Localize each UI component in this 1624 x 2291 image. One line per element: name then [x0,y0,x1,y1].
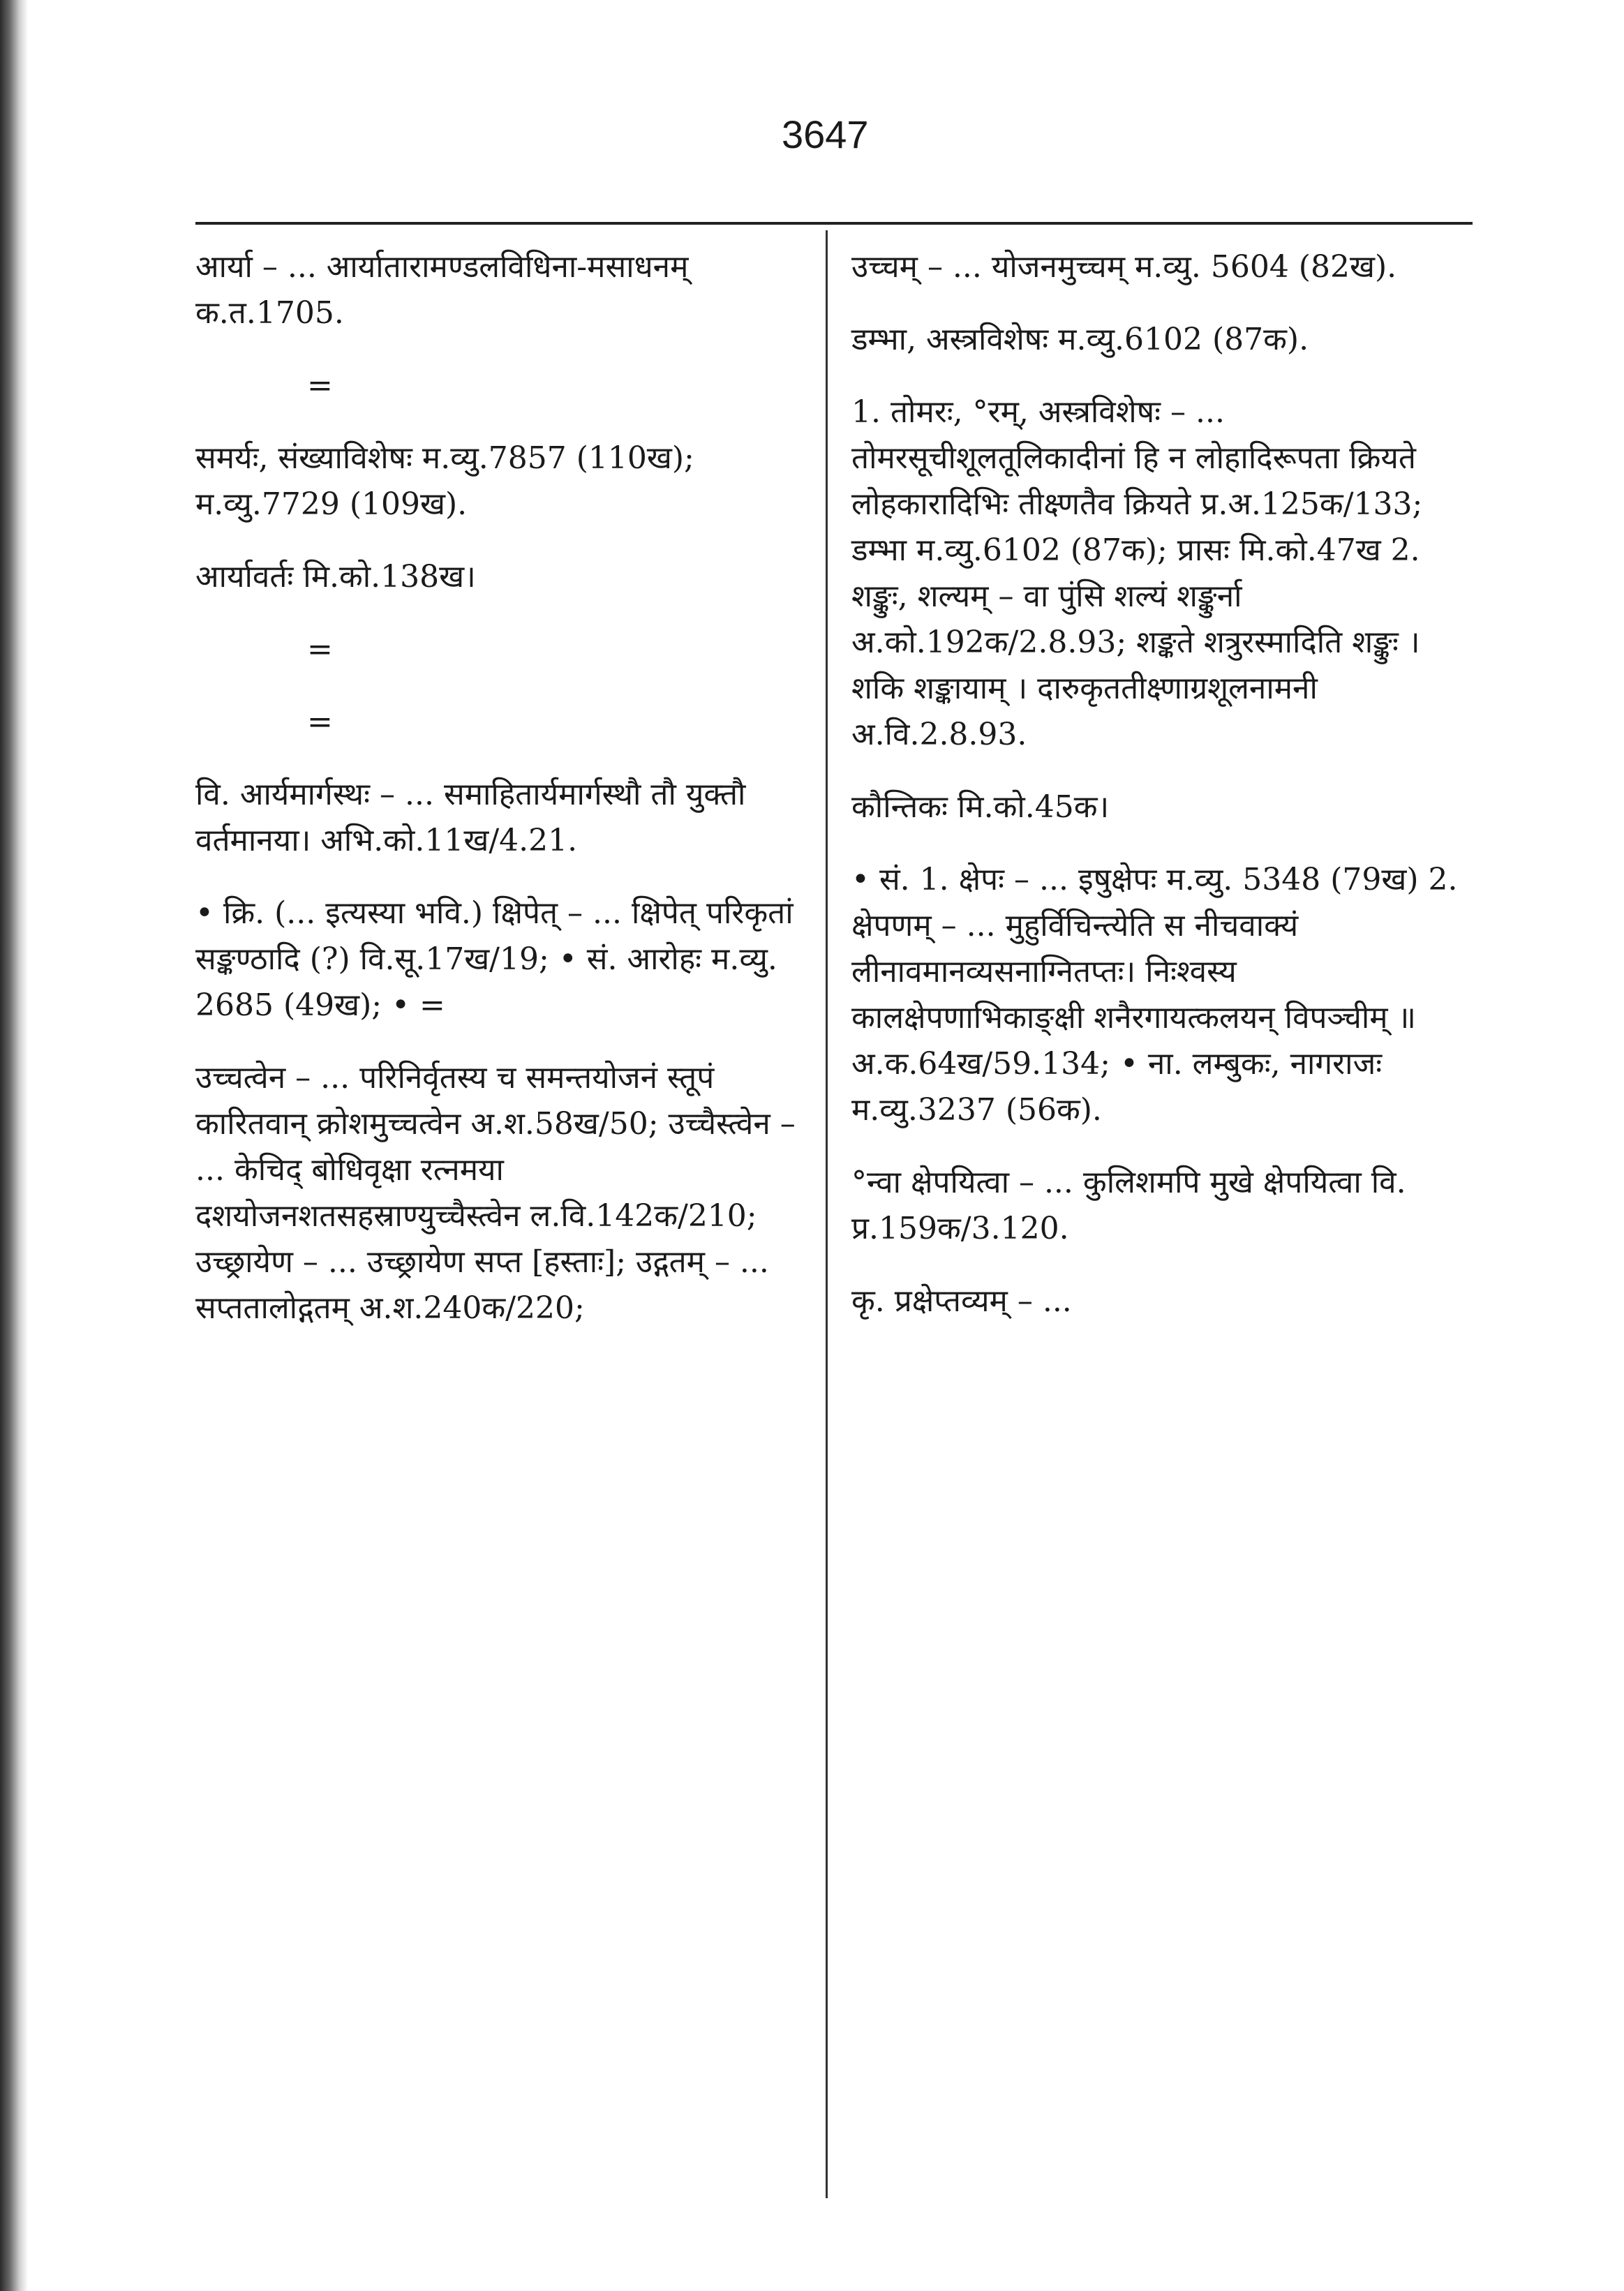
dictionary-entry [851,857,1466,1133]
entry-text: आर्या – ... आर्यातारामण्डलविधिना-मसाधनम् क.त.1705. [195,249,689,331]
entry-text: = [307,632,333,667]
dictionary-entry [195,554,803,600]
entry-text: वि. आर्यमार्गस्थः – ... समाहितार्यमार्गस्थौ तौ युक्तौ वर्तमानया। अभि.को.11ख/4.21. [195,777,746,858]
dictionary-entry [851,317,1466,363]
dictionary-entry [851,244,1466,290]
dictionary-entry [851,1160,1466,1252]
entry-text: = [307,704,333,740]
entry-text: डम्भा, अस्त्रविशेषः म.व्यु.6102 (87क). [851,322,1309,357]
dictionary-entry [195,363,803,409]
dictionary-entry [851,1278,1466,1324]
dictionary-entry [195,772,803,864]
entry-text: = [307,368,333,403]
column-divider [826,230,828,2198]
entry-text: • क्रि. (... इत्यस्या भवि.) क्षिपेत् – ... क्षिपेत् परिकृतां सङ्कण्ठादि (?) वि.सू.17ख/19; • सं. आरोहः म.व्यु. 2685 (49ख); • = [195,895,794,1023]
entry-text: °न्वा क्षेपयित्वा – ... कुलिशमपि मुखे क्षेपयित्वा वि. प्र.159क/3.120. [851,1165,1406,1246]
right-column [851,244,1466,1351]
entry-text: उच्चम् – ... योजनमुच्चम् म.व्यु. 5604 (82ख). [851,249,1397,285]
dictionary-entry [195,435,803,528]
dictionary-entry [195,244,803,336]
entry-text: • सं. 1. क्षेपः – ... इषुक्षेपः म.व्यु. 5348 (79ख) 2. क्षेपणम् – ... मुहुर्विचिन्त्येति स नीचवाक्यं लीनावमानव्यसनाग्नितप्तः। निःश्वस्य कालक्षेपणाभिकाङ्क्षी शनैरगायत्कलयन् विपञ्चीम् ॥ अ.क.64ख/59.134; • ना. लम्बुकः, नागराजः म.व्यु.3237 (56क). [851,862,1458,1128]
dictionary-entry [195,627,803,673]
entry-text: कृ. प्रक्षेप्तव्यम् – ... [851,1283,1072,1319]
dictionary-entry [195,699,803,745]
dictionary-entry [195,890,803,1029]
header-rule [195,222,1473,225]
page-number: 3647 [782,112,869,156]
dictionary-entry [195,1055,803,1331]
entry-text: उच्चत्वेन – ... परिनिर्वृतस्य च समन्तयोजनं स्तूपं कारितवान् क्रोशमुच्चत्वेन अ.श.58ख/50; उच्चैस्त्वेन – ... केचिद् बोधिवृक्षा रत्नमया दशयोजनशतसहस्राण्युच्चैस्त्वेन ल.वि.142क/210; उच्छ्रायेण – ... उच्छ्रायेण सप्त [हस्ताः]; उद्गतम् – ... सप्ततालोद्गतम् अ.श.240क/220; [195,1060,796,1326]
scan-edge [0,0,28,2291]
dictionary-entry [851,389,1466,758]
dictionary-entry [851,784,1466,830]
entry-text: 1. तोमरः, °रम्, अस्त्रविशेषः – ... तोमरसूचीशूलतूलिकादीनां हि न लोहादिरूपता क्रियते लोहकारादिभिः तीक्ष्णतैव क्रियते प्र.अ.125क/133; डम्भा म.व्यु.6102 (87क); प्रासः मि.को.47ख 2. शङ्कुः, शल्यम् – वा पुंसि शल्यं शङ्कुर्ना अ.को.192क/2.8.93; शङ्कते शत्रुरस्मादिति शङ्कुः । शकि शङ्कायाम् । दारुकृततीक्ष्णाग्रशूलनामनी अ.वि.2.8.93. [851,394,1423,752]
entry-text: समर्यः, संख्याविशेषः म.व्यु.7857 (110ख); म.व्यु.7729 (109ख). [195,440,694,522]
left-column [195,244,803,1358]
entry-text: कौन्तिकः मि.को.45क। [851,789,1110,825]
entry-text: आर्यावर्तः मि.को.138ख। [195,559,476,595]
